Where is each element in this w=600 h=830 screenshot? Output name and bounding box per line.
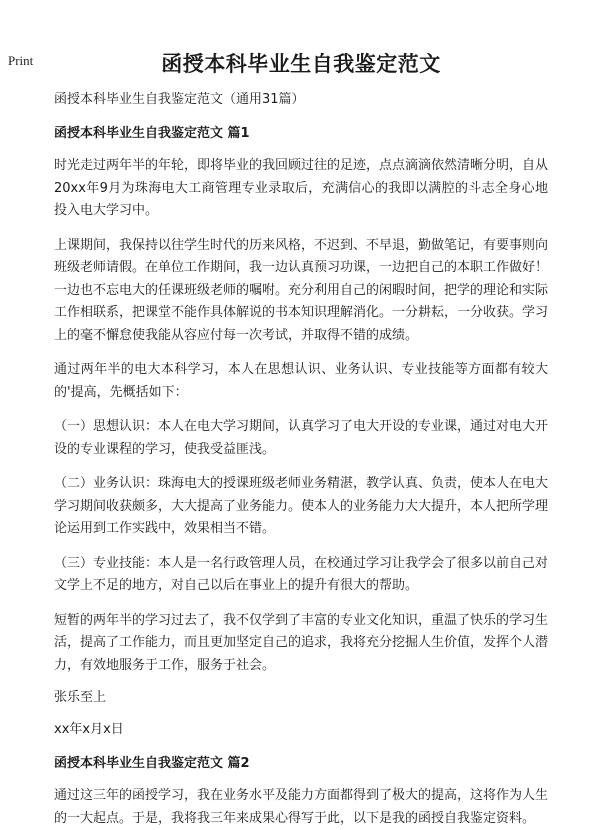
section-heading: 函授本科毕业生自我鉴定范文 篇2 <box>54 756 250 771</box>
document-page <box>0 47 600 826</box>
paragraph: 通过这三年的函授学习，我在业务水平及能力方面都得到了极大的提高，这将作为人生的一大起点。于是，我将我三年来成果心得写于此，以下是我的函授自我鉴定资料。 <box>54 788 549 826</box>
paragraph: （二）业务认识：珠海电大的授课班级老师业务精湛，教学认真、负责，使本人在电大学习期间收获颇多，大大提高了业务能力。使本人的业务能力大大提升，本人把所学理论运用到工作实践中，效果相当不错。 <box>54 476 549 536</box>
paragraph: 通过两年半的电大本科学习，本人在思想认识、业务认识、专业技能等方面都有较大的'提高，先概括如下： <box>54 362 548 400</box>
paragraph: （一）思想认识：本人在电大学习期间，认真学习了电大开设的专业课，通过对电大开设的专业课程的学习，使我受益匪浅。 <box>54 419 549 457</box>
signature-date: xx年x月x日 <box>54 722 124 737</box>
section-2 <box>54 753 548 830</box>
section-heading: 函授本科毕业生自我鉴定范文 篇1 <box>54 126 250 141</box>
paragraph: （三）专业技能：本人是一名行政管理人员，在校通过学习让我学会了很多以前自己对文学上不足的地方，对自己以后在事业上的提升有很大的帮助。 <box>54 555 549 593</box>
section-1 <box>54 123 548 741</box>
paragraph: 时光走过两年半的年轮，即将毕业的我回顾过往的足迹，点点滴滴依然清晰分明，自从20xx年9月为珠海电大工商管理专业录取后，充满信心的我即以满腔的斗志全身心地投入电大学习中。 <box>54 158 549 218</box>
signature-name: 张乐至上 <box>54 690 107 705</box>
paragraph: 短暂的两年半的学习过去了，我不仅学到了丰富的专业文化知识，重温了快乐的学习生活，提高了工作能力，而且更加坚定自己的追求，我将充分挖掘人生价值，发挥个人潜力，有效地服务于工作，服务于社会。 <box>54 612 549 673</box>
print-link[interactable]: Print <box>8 53 34 68</box>
page-title: 函授本科毕业生自我鉴定范文 <box>161 52 441 76</box>
paragraph: 上课期间，我保持以往学生时代的历来风格，不迟到、不早退，勤做笔记，有要事则向班级老师请假。在单位工作期间，我一边认真预习功课，一边把自己的本职工作做好！一边也不忘电大的任课班级老师的嘱咐。充分利用自己的闲暇时间，把学的理论和实际工作相联系，把课堂不能作具体解说的书本知识理解消化。一分耕耘，一分收获。学习上的毫不懈怠使我能从容应付每一次考试，并取得不错的成绩。 <box>54 237 549 343</box>
document-subtitle: 函授本科毕业生自我鉴定范文（通用31篇） <box>54 92 305 107</box>
